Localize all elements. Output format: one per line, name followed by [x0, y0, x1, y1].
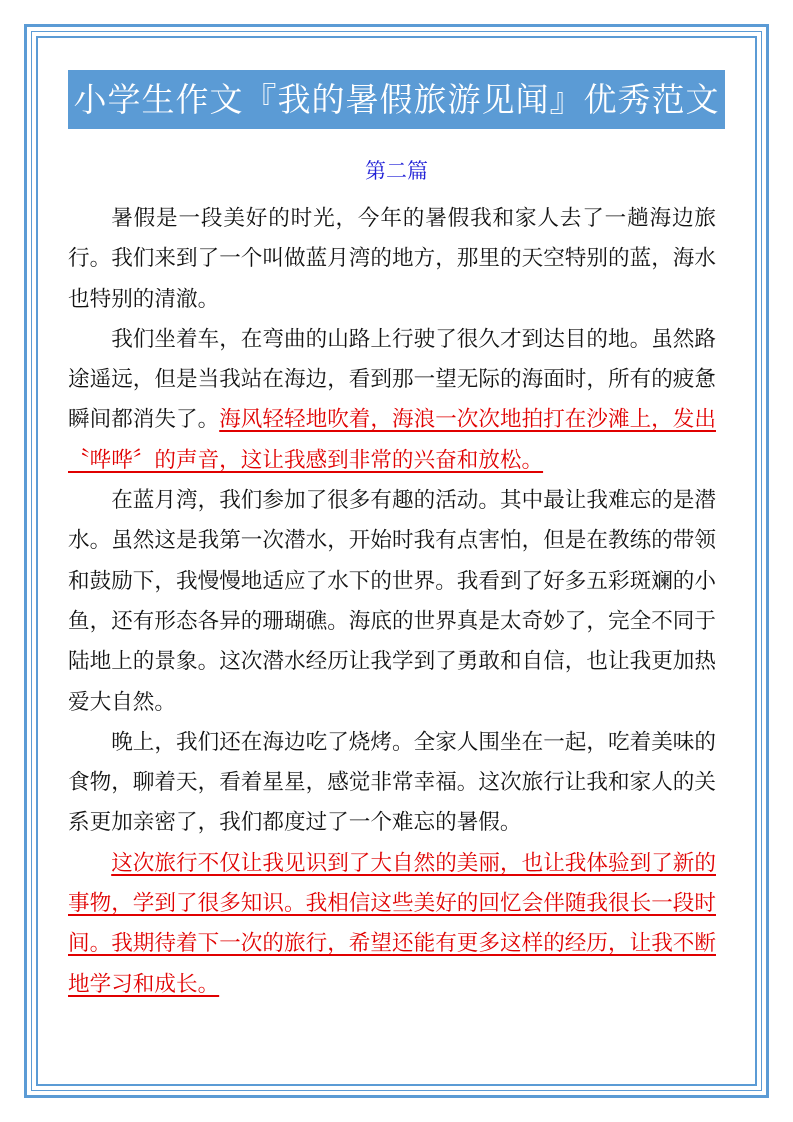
paragraph-4: [68, 723, 716, 844]
paragraph-3-text: 在蓝月湾，我们参加了很多有趣的活动。其中最让我难忘的是潜水。虽然这是我第一次潜水，开始时我有点害怕，但是在教练的带领和鼓励下，我慢慢地适应了水下的世界。我看到了好多五彩斑斓的小鱼，还有形态各异的珊瑚礁。海底的世界真是太奇妙了，完全不同于陆地上的景象。这次潜水经历让我学到了勇敢和自信，也让我更加热爱大自然。: [68, 488, 716, 715]
essay-body: [68, 199, 716, 1005]
paragraph-1-text: 暑假是一段美好的时光，今年的暑假我和家人去了一趟海边旅行。我们来到了一个叫做蓝月湾的地方，那里的天空特别的蓝，海水也特别的清澈。: [68, 206, 716, 312]
paragraph-4-text: 晚上，我们还在海边吃了烧烤。全家人围坐在一起，吃着美味的食物，聊着天，看着星星，感觉非常幸福。这次旅行让我和家人的关系更加亲密了，我们都度过了一个难忘的暑假。: [68, 729, 716, 836]
paragraph-2: [68, 320, 716, 481]
document-title: 小学生作文『我的暑假旅游见闻』优秀范文: [68, 70, 725, 129]
paragraph-5: [68, 844, 716, 1005]
paragraph-2-highlight: 海风轻轻地吹着，海浪一次次地拍打在沙滩上，发出〝哗哗〞的声音，这让我感到非常的兴奋和放松。: [68, 407, 716, 473]
paragraph-3: [68, 481, 716, 723]
document-subtitle: 第二篇: [365, 159, 428, 183]
paragraph-5-highlight: 这次旅行不仅让我见识到了大自然的美丽，也让我体验到了新的事物，学到了很多知识。我相信这些美好的回忆会伴随我很长一段时间。我期待着下一次的旅行，希望还能有更多这样的经历，让我不断地学习和成长。: [68, 850, 716, 997]
paragraph-2-text: 我们坐着车，在弯曲的山路上行驶了很久才到达目的地。虽然路途遥远，但是当我站在海边，看到那一望无际的海面时，所有的疲惫瞬间都消失了。: [68, 326, 716, 433]
paragraph-1: [68, 199, 716, 320]
